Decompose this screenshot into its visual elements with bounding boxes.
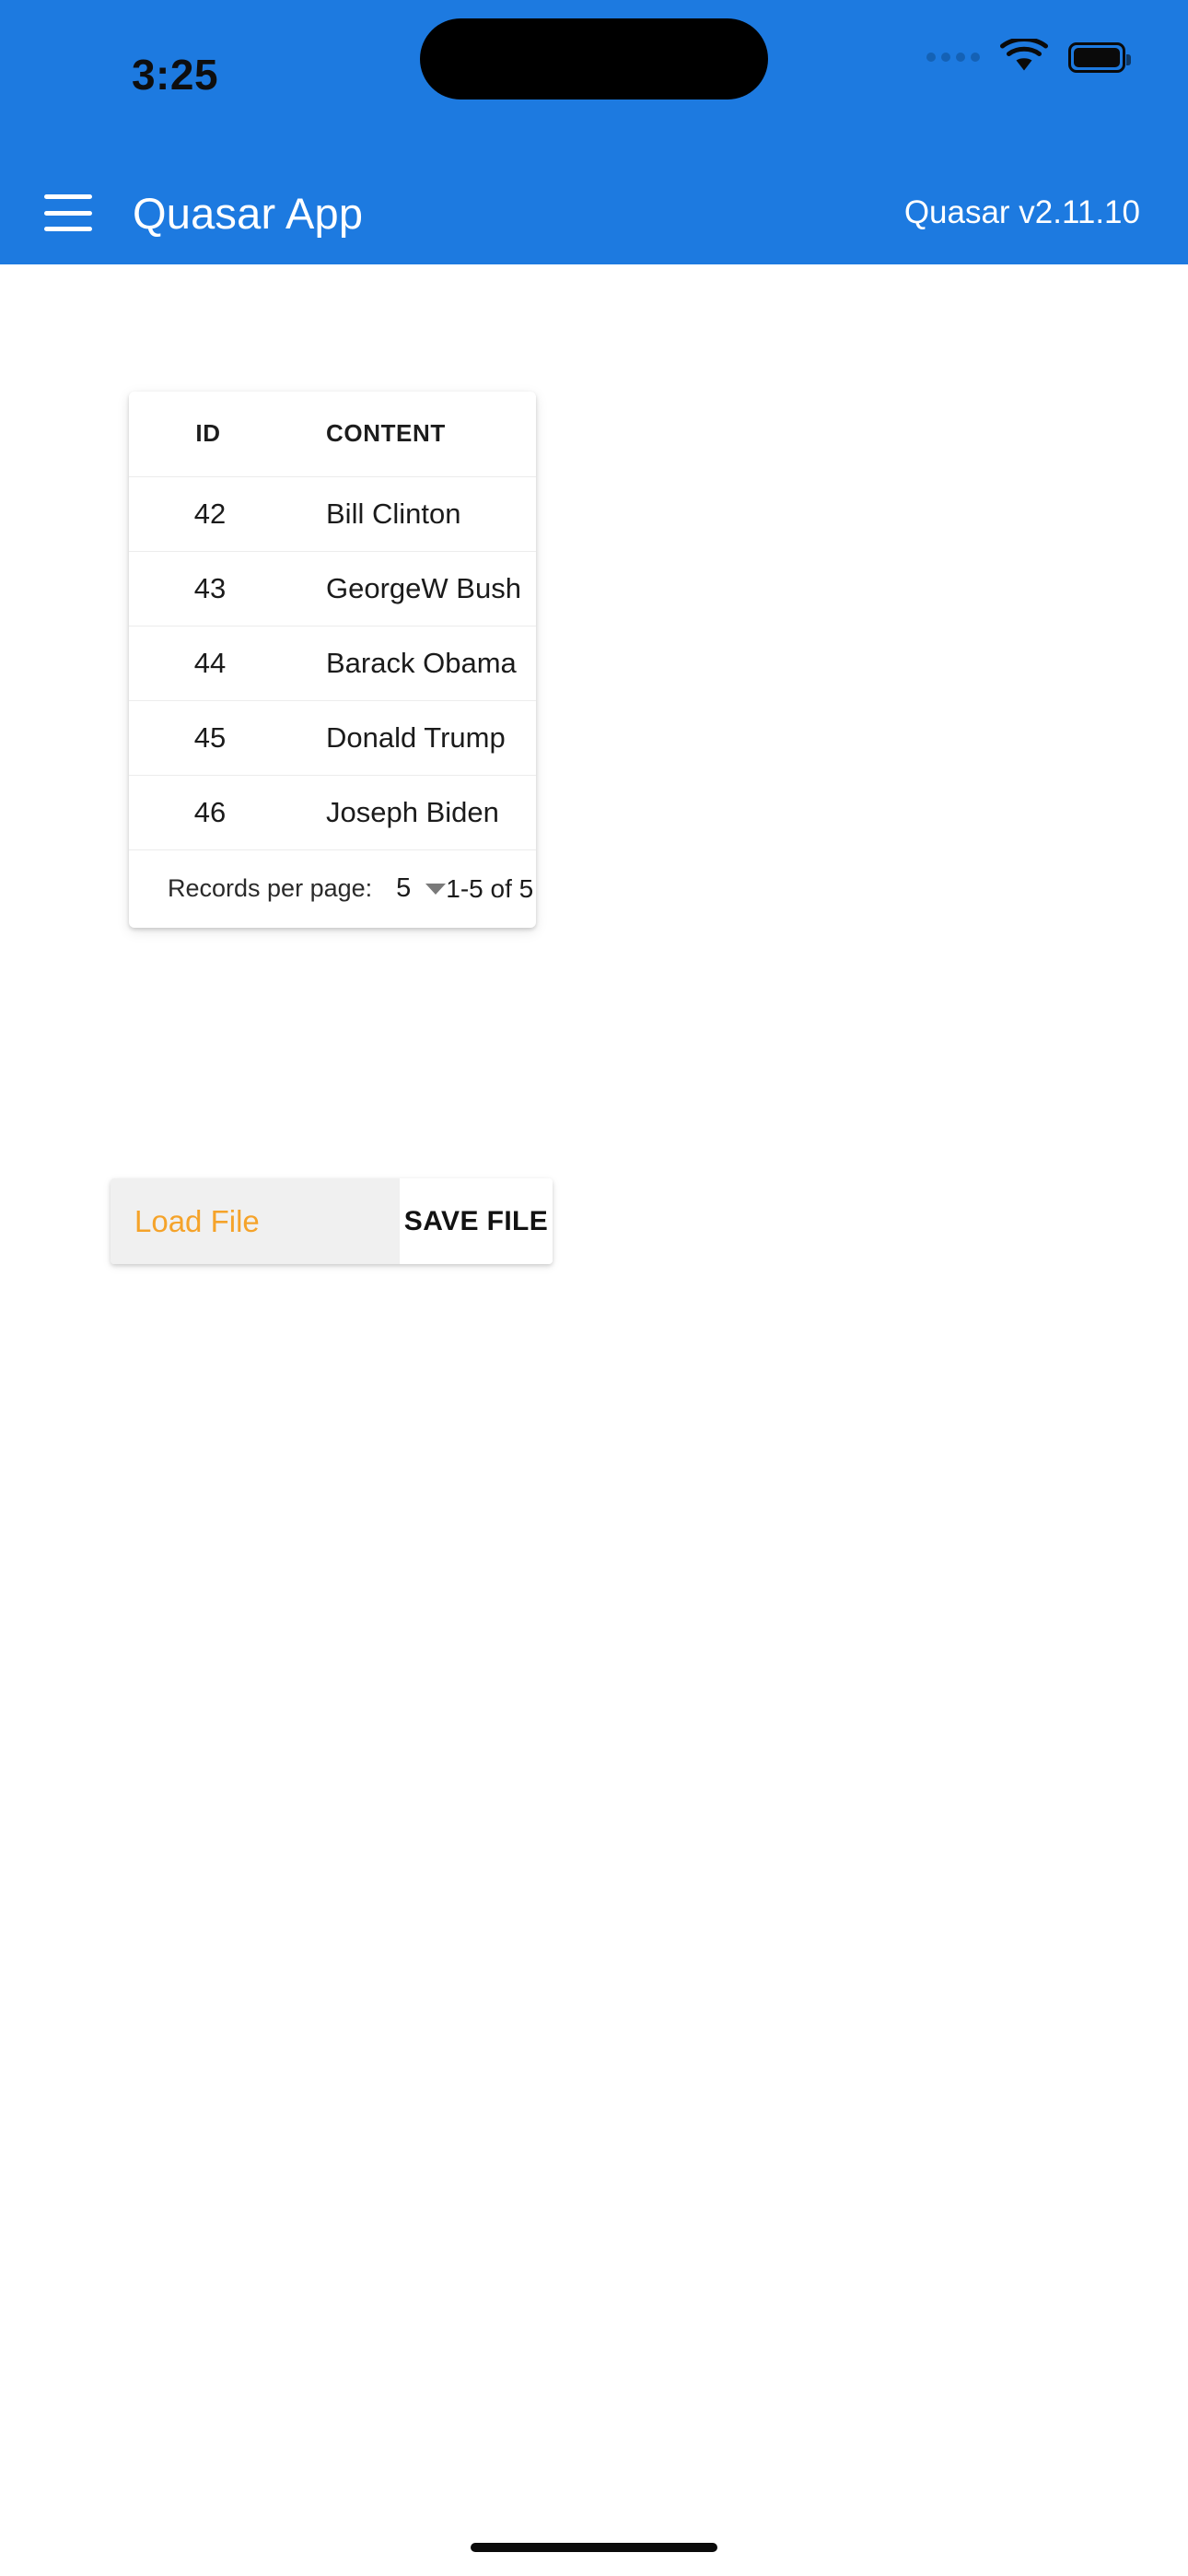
records-per-page-value: 5 — [396, 873, 412, 903]
column-header-id[interactable]: ID — [129, 392, 291, 476]
data-table-card — [129, 392, 536, 928]
records-per-page-label: Records per page: — [168, 874, 373, 902]
cell-content: Joseph Biden — [291, 775, 536, 849]
cell-id: 42 — [129, 476, 291, 551]
load-file-button[interactable]: Load File — [111, 1178, 400, 1264]
table-row[interactable] — [129, 775, 536, 849]
cell-content: GeorgeW Bush — [291, 551, 536, 626]
records-table — [129, 392, 536, 850]
table-row[interactable] — [129, 476, 536, 551]
chevron-down-icon — [425, 884, 446, 895]
table-row[interactable] — [129, 626, 536, 700]
pagination-range-label: 1-5 of 5 — [446, 873, 534, 903]
wifi-icon — [1000, 39, 1048, 76]
signal-dots-icon — [926, 53, 980, 62]
cell-content: Bill Clinton — [291, 476, 536, 551]
save-file-button[interactable]: SAVE FILE — [400, 1178, 553, 1264]
records-per-page-select[interactable] — [396, 873, 446, 904]
table-row[interactable] — [129, 551, 536, 626]
cell-id: 46 — [129, 775, 291, 849]
table-row[interactable] — [129, 700, 536, 775]
dynamic-island — [420, 18, 768, 100]
app-version-label: Quasar v2.11.10 — [903, 194, 1140, 230]
app-title: Quasar App — [133, 188, 364, 238]
status-bar — [0, 0, 1188, 161]
table-header-row — [129, 392, 536, 476]
file-action-group — [111, 1178, 553, 1264]
cell-content: Barack Obama — [291, 626, 536, 700]
table-pagination — [129, 850, 536, 928]
page-body — [0, 264, 1188, 2576]
cell-content: Donald Trump — [291, 700, 536, 775]
table-head — [129, 392, 536, 476]
battery-icon — [1068, 42, 1125, 73]
cell-id: 45 — [129, 700, 291, 775]
column-header-content[interactable]: CONTENT — [291, 392, 536, 476]
app-header — [0, 161, 1188, 264]
hamburger-menu-icon[interactable] — [44, 194, 92, 231]
cell-id: 43 — [129, 551, 291, 626]
status-time: 3:25 — [131, 51, 219, 99]
cell-id: 44 — [129, 626, 291, 700]
table-body — [129, 476, 536, 849]
status-indicators — [926, 39, 1125, 76]
home-indicator[interactable] — [471, 2543, 717, 2552]
